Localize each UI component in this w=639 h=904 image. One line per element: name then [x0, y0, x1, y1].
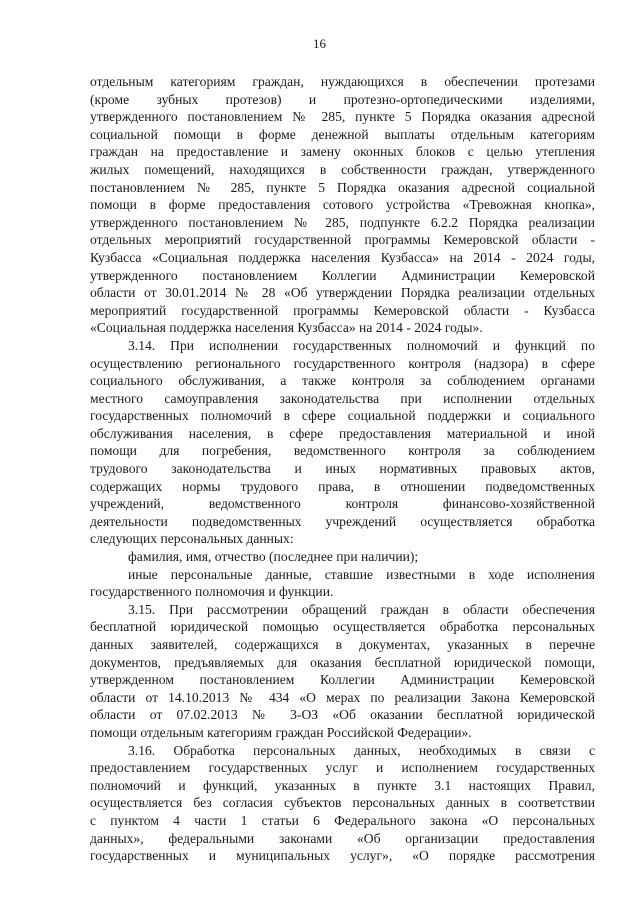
text-line: данных», федеральными законами «Об организации предоставления: [90, 830, 595, 846]
text-line: помощи отдельным категориям граждан Российской Федерации».: [90, 724, 472, 740]
text-line: 3.16. Обработка персональных данных, необходимых в связи с: [128, 742, 595, 758]
text-line: осуществлению регионального государственного контроля (надзора) в сфере: [90, 355, 595, 371]
text-line: социальной помощи в форме денежной выплаты отдельным категориям: [90, 126, 595, 142]
text-line: местного самоуправления законодательства при исполнении отдельных: [90, 390, 595, 406]
text-line: помощи в форме предоставления сотового устройства «Тревожная кнопка»,: [90, 197, 595, 213]
text-line: граждан на предоставление и замену оконных блоков с целью утепления: [90, 144, 595, 160]
text-line: деятельности подведомственных учреждений осуществляется обработка: [90, 513, 595, 529]
page-number: 16: [313, 36, 326, 51]
text-line: с пунктом 4 части 1 статьи 6 Федерального закона «О персональных: [90, 812, 595, 828]
text-line: документов, предъявляемых для оказания бесплатной юридической помощи,: [90, 654, 595, 670]
text-line: области от 07.02.2013 № 3-ОЗ «Об оказании бесплатной юридической: [90, 707, 595, 723]
text-line: осуществляется без согласия субъектов персональных данных в соответствии: [90, 795, 595, 811]
text-line: 3.14. При исполнении государственных полномочий и функций по: [128, 337, 595, 353]
text-line: жилых помещений, находящихся в собственности граждан, утвержденного: [90, 161, 595, 177]
text-line: государственного полномочия и функции.: [90, 584, 334, 600]
text-line: помощи для погребения, ведомственного контроля за соблюдением: [90, 443, 595, 459]
text-line: постановлением № 285, пункте 5 Порядка оказания адресной социальной: [90, 179, 595, 195]
text-line: государственных и муниципальных услуг», «О порядке рассмотрения: [90, 848, 595, 864]
text-line: утвержденного постановлением Коллегии Администрации Кемеровской: [90, 267, 595, 283]
document-body: [90, 73, 595, 865]
text-line: предоставлением государственных услуг и исполнением государственных: [90, 760, 595, 776]
text-line: иные персональные данные, ставшие известными в ходе исполнения: [128, 566, 595, 582]
text-line: полномочий и функций, указанных в пункте 3.1 настоящих Правил,: [90, 777, 595, 793]
text-line: области от 14.10.2013 № 434 «О мерах по реализации Закона Кемеровской: [90, 689, 595, 705]
text-line: утвержденном постановлением Коллегии Администрации Кемеровской: [90, 672, 595, 688]
text-line: утвержденного постановлением № 285, пункте 5 Порядка оказания адресной: [90, 109, 595, 125]
text-line: отдельных мероприятий государственной программы Кемеровской области -: [90, 232, 595, 248]
text-line: следующих персональных данных:: [90, 531, 294, 547]
text-line: содержащих нормы трудового права, в отношении подведомственных: [90, 478, 595, 494]
text-line: мероприятий государственной программы Кемеровской области - Кузбасса: [90, 302, 595, 318]
text-line: государственных полномочий в сфере социальной поддержки и социального: [90, 408, 595, 424]
text-line: 3.15. При рассмотрении обращений граждан в области обеспечения: [128, 601, 595, 617]
text-line: Кузбасса «Социальная поддержка населения Кузбасса» на 2014 - 2024 годы,: [90, 249, 595, 265]
text-line: трудового законодательства и иных нормативных правовых актов,: [90, 461, 595, 477]
text-line: бесплатной юридической помощью осуществляется обработка персональных: [90, 619, 595, 635]
text-line: «Социальная поддержка населения Кузбасса» на 2014 - 2024 годы».: [90, 320, 483, 336]
text-line: фамилия, имя, отчество (последнее при наличии);: [128, 549, 419, 565]
text-line: социального обслуживания, а также контроля за соблюдением органами: [90, 373, 595, 389]
text-line: отдельным категориям граждан, нуждающихся в обеспечении протезами: [90, 74, 595, 89]
text-line: области от 30.01.2014 № 28 «Об утверждении Порядка реализации отдельных: [90, 285, 595, 301]
text-line: обслуживания населения, в сфере предоставления материальной и иной: [90, 425, 595, 441]
text-line: (кроме зубных протезов) и протезно-ортопедическими изделиями,: [90, 91, 595, 107]
text-line: данных заявителей, содержащихся в документах, указанных в перечне: [90, 637, 595, 652]
text-line: учреждений, ведомственного контроля финансово-хозяйственной: [90, 496, 595, 512]
text-line: утвержденного постановлением № 285, подпункте 6.2.2 Порядка реализации: [90, 214, 595, 230]
